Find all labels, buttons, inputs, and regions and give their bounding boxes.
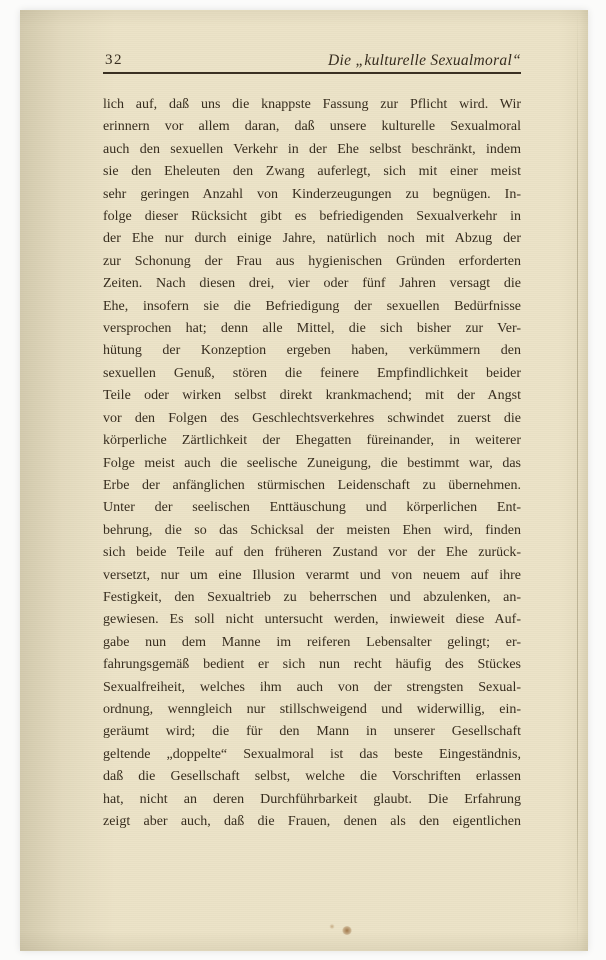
text-line: Sexualfreiheit, welches ihm auch von der strengsten Sexual- — [103, 679, 521, 695]
text-line: sehr geringen Anzahl von Kinderzeugungen zu begnügen. In- — [103, 186, 521, 202]
page-number: 32 — [105, 52, 123, 68]
text-line: versetzt, nur um eine Illusion verarmt und von neuem auf ihre — [103, 567, 521, 583]
book-page — [20, 10, 588, 951]
text-line: Festigkeit, den Sexualtrieb zu beherrschen und abzulenken, an- — [103, 589, 521, 605]
header-rule — [103, 72, 521, 74]
text-line: Unter der seelischen Enttäuschung und körperlichen Ent- — [103, 500, 521, 516]
page-header — [103, 44, 521, 70]
text-line: versprochen hat; denn alle Mittel, die sich bisher zur Ver- — [103, 321, 521, 337]
text-line: hütung der Konzeption ergeben haben, verkümmern den — [103, 343, 521, 359]
text-line: fahrungsgemäß bedient er sich nun recht häufig des Stückes — [103, 657, 521, 673]
text-line: hat, nicht an deren Durchführbarkeit glaubt. Die Erfahrung — [103, 791, 521, 807]
text-line: lich auf, daß uns die knappste Fassung zur Pflicht wird. Wir — [103, 97, 521, 112]
text-line: gewiesen. Es soll nicht untersucht werden, inwieweit diese Auf- — [103, 612, 521, 628]
text-line: Teile oder wirken selbst direkt krankmachend; mit der Angst — [103, 388, 521, 404]
paper-stain — [329, 924, 335, 929]
text-line: zeigt aber auch, daß die Frauen, denen als den eigentlichen — [103, 814, 521, 829]
text-line: auch den sexuellen Verkehr in der Ehe selbst beschränkt, indem — [103, 141, 521, 157]
text-line: körperliche Zärtlichkeit der Ehegatten füreinander, in weiterer — [103, 433, 521, 449]
text-line: Folge meist auch die seelische Zuneigung, die bestimmt war, das — [103, 455, 521, 471]
text-line: zur Schonung der Frau aus hygienischen Gründen erforderten — [103, 253, 521, 269]
text-line: behrung, die so das Schicksal der meisten Ehen wird, finden — [103, 522, 521, 538]
text-line: Ehe, insofern sie die Befriedigung der sexuellen Bedürfnisse — [103, 298, 521, 314]
text-line: geltende „doppelte“ Sexualmoral ist das beste Eingeständnis, — [103, 746, 521, 762]
text-line: folge dieser Rücksicht gibt es befriedigenden Sexualverkehr in — [103, 209, 521, 225]
text-line: gabe nun dem Manne im reiferen Lebensalter gelingt; er- — [103, 634, 521, 650]
text-line: sich beide Teile auf den früheren Zustand vor der Ehe zurück- — [103, 545, 521, 561]
text-line: vor den Folgen des Geschlechtsverkehres schwindet zuerst die — [103, 410, 521, 426]
text-line: sie den Eheleuten den Zwang auferlegt, sich mit einer meist — [103, 164, 521, 180]
page-edge-crease — [577, 10, 578, 951]
body-text — [103, 94, 521, 833]
text-line: sexuellen Genuß, stören die feinere Empfindlichkeit beider — [103, 365, 521, 381]
text-line: geräumt wird; die für den Mann in unserer Gesellschaft — [103, 724, 521, 740]
text-line: der Ehe nur durch einige Jahre, natürlich noch mit Abzug der — [103, 231, 521, 247]
text-line: daß die Gesellschaft selbst, welche die Vorschriften erlassen — [103, 769, 521, 785]
text-line: Zeiten. Nach diesen drei, vier oder fünf Jahren versagt die — [103, 276, 521, 292]
text-line: ordnung, wenngleich nur stillschweigend und widerwillig, ein- — [103, 701, 521, 717]
text-line: Erbe der anfänglichen stürmischen Leidenschaft zu übernehmen. — [103, 477, 521, 493]
running-title: Die „kulturelle Sexualmoral“ — [328, 52, 521, 69]
text-line: erinnern vor allem daran, daß unsere kulturelle Sexualmoral — [103, 119, 521, 135]
paper-stain — [342, 926, 352, 935]
